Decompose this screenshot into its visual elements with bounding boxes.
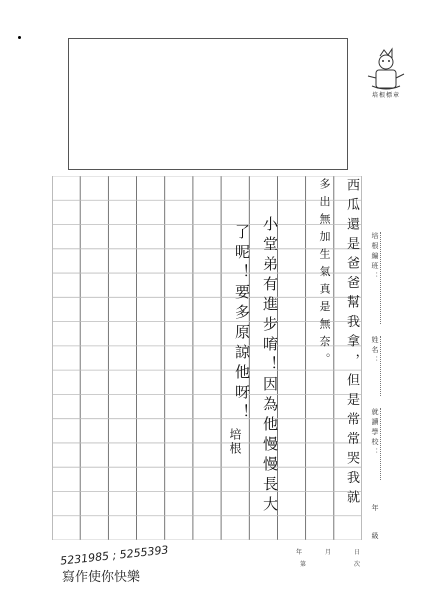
footer-phone-codes: 5231985 ; 5255393	[59, 543, 170, 568]
footer-ci-label: 次	[354, 561, 361, 568]
class-label: 培根編班：	[371, 232, 379, 282]
teacher-note-column-1: 小堂弟有進步唷！因為他慢慢長大	[261, 216, 279, 516]
footer-year-label: 年	[296, 549, 303, 556]
essay-column-1: 西瓜還是爸爸幫我拿，但是常常哭我就	[344, 178, 359, 510]
school-underline	[380, 408, 381, 480]
grade-label: 級	[371, 532, 379, 542]
footer-month-label: 月	[325, 549, 332, 556]
name-underline	[380, 336, 381, 396]
footer-di-label: 第	[300, 561, 307, 568]
school-label: 就讀學校：	[371, 408, 379, 458]
essay-column-2: 多出無加生氣真是無奈。	[318, 178, 331, 371]
corner-mark	[18, 36, 21, 39]
teacher-comment-box	[68, 38, 348, 170]
year-label: 年	[371, 504, 379, 514]
teacher-signature: 培根	[228, 428, 242, 456]
footer-slogan: 寫作使你快樂	[62, 570, 141, 585]
teacher-note-column-2: 了呢！要多原諒他呀！	[233, 224, 251, 424]
class-underline	[380, 232, 381, 324]
name-label: 姓名：	[371, 336, 379, 366]
footer-day-label: 日	[354, 549, 361, 556]
stamp-label: 培根標章	[371, 92, 400, 99]
peigen-stamp-icon	[362, 46, 408, 94]
